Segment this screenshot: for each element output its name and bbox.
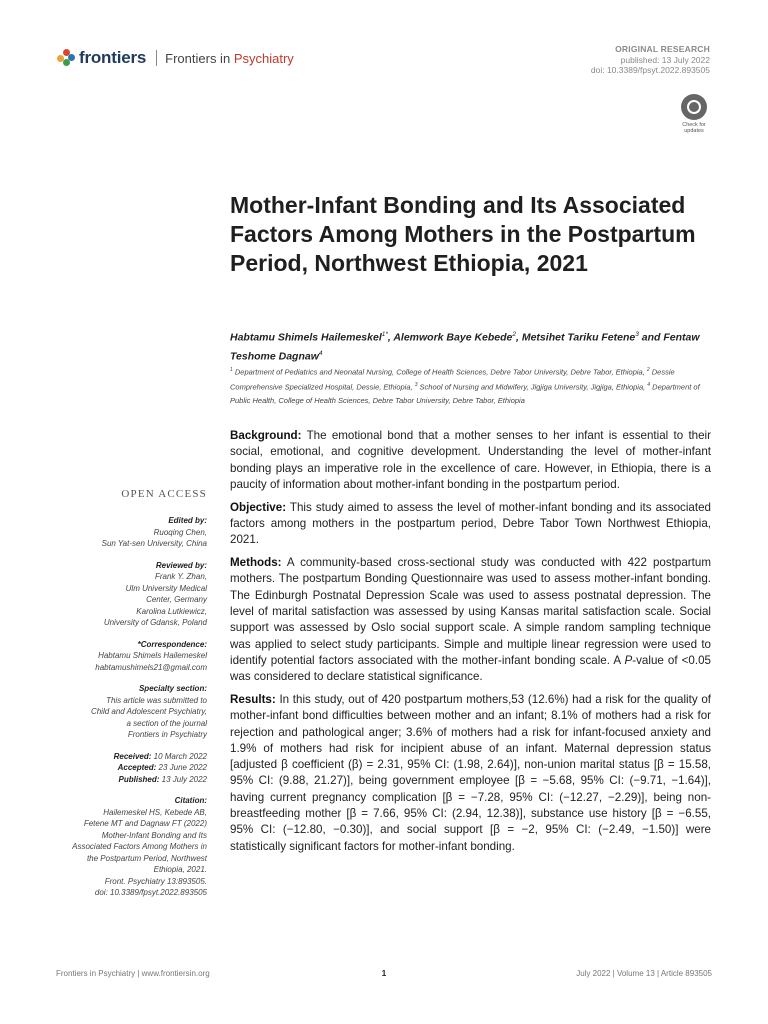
abstract-methods: Methods: A community-based cross-sectional study was conducted with 422 postpartum mothers. The postpartum Bonding Questionnaire was used to assess mother-infant bonding. The Edinburgh Postnatal Depression Scale was used to assess postnatal depression. The level of marital satisfaction was assessed by using Kansas marital satisfaction scale. Social support was assessed by Oslo social support scale. A simple random sampling technique was applied to select study participants. Simple and multiple linear regression were used to identify potential factors associated with the mother-infant bonding scale. A P-value of <0.05 was considered to declare statistical significance. — [230, 556, 711, 684]
check-updates-icon — [681, 94, 707, 120]
author-name[interactable]: , Alemwork Baye Kebede — [387, 331, 513, 344]
brand-name: frontiers — [79, 48, 147, 67]
article-meta — [591, 44, 710, 76]
correspondence-email[interactable]: habtamushimels21@gmail.com — [95, 662, 207, 672]
published-date: published: 13 July 2022 — [620, 54, 710, 65]
check-for-updates-badge[interactable] — [676, 94, 712, 134]
journal-name: Frontiers in Psychiatry — [165, 50, 294, 66]
citation: Citation: Hailemeskel HS, Kebede AB, Fetene MT and Dagnaw FT (2022) Mother-Infant Bonding and Its Associated Factors Among Mothers in the Postpartum Period, Northwest Ethiopia, 2021. Front. Psychiatry 13:893505. doi: 10.3389/fpsyt.2022.893505 — [56, 795, 207, 899]
page-number: 1 — [381, 969, 387, 978]
article-doi[interactable]: doi: 10.3389/fpsyt.2022.893505 — [590, 65, 710, 75]
article-title: Mother-Infant Bonding and Its Associated Factors Among Mothers in the Postpartum Period, Northwest Ethiopia, 2021 — [230, 192, 696, 276]
article-type: ORIGINAL RESEARCH — [615, 44, 710, 54]
edited-by: Edited by: Ruoqing Chen, Sun Yat-sen University, China — [101, 516, 207, 548]
author-name[interactable]: and Fentaw Teshome Dagnaw — [230, 331, 700, 362]
footer-journal-link[interactable]: Frontiers in Psychiatry | www.frontiersin.org — [56, 969, 210, 978]
abstract-objective: Objective: This study aimed to assess the level of mother-infant bonding and its associated factors among mothers in the postpartum period, Debre Tabor Town Northwest Ethiopia, 2021. — [230, 500, 711, 547]
reviewed-by: Reviewed by: Frank Y. Zhan, Ulm University Medical Center, Germany Karolina Lutkiewicz, University of Gdansk, Poland — [103, 560, 207, 627]
abstract — [230, 428, 711, 861]
footer-issue-info: July 2022 | Volume 13 | Article 893505 — [576, 969, 712, 978]
journal-logo[interactable] — [57, 46, 294, 70]
correspondence: *Correspondence: Habtamu Shimels Hailemeskel habtamushimels21@gmail.com — [56, 639, 207, 674]
article-dates: Received: 10 March 2022 Accepted: 23 June 2022 Published: 13 July 2022 — [113, 751, 207, 784]
divider — [156, 50, 157, 66]
frontiers-logo-icon — [57, 49, 75, 67]
author-name[interactable]: , Metsihet Tariku Fetene — [516, 331, 636, 344]
article-sidebar — [56, 488, 207, 909]
open-access-label[interactable]: OPEN ACCESS — [121, 488, 207, 500]
affiliations: $^1$ Department of Pediatrics and Neonatal Nursing, College of Health Sciences, Debre Tabor University, Debre Tabor, Ethiopia, $^2$ Dessie Comprehensive Specialized Hospital, Dessie, Ethiopia, $^3$ School of Nursing and Midwifery, Jigjiga University, Jigjiga, Ethiopia, $^4$ Department of Public Health, College of Health Sciences, Debre Tabor University, Debre Tabor, Ethiopia — [230, 367, 700, 405]
author-name[interactable]: Habtamu Shimels Hailemeskel — [230, 331, 382, 344]
abstract-results: Results: In this study, out of 420 postpartum mothers,53 (12.6%) had a risk for the quality of mother-infant bond difficulties between mother and an infant; 8.1% of mothers had a risk for rejection and pathological anger; 3.6% of mothers had a risk for infant-focused anxiety and 1.9% of mothers had risk for incipient abuse of an infant. Maternal depression status [adjusted β coefficient (β) = 2.31, 95% CI: (1.98, 2.64)], non-union marital status [β = 15.58, 95% CI: (9.88, 21.27)], being government employee [β = −5.68, 95% CI: (−9.71, −1.64)], having current pregnancy complication [β = −7.28, 95% CI: (−12.27, −2.29)], being non-breastfeeding mother [β = 7.66, 95% CI: (2.94, 12.38)], substance use history [β = −6.55, 95% CI: (−12.80, −0.30)], and social support [β = −2, 95% CI: (−2.49, −1.50)] were statistically significant factors for mother-infant bonding. — [230, 692, 711, 853]
author-list: Habtamu Shimels Hailemeskel$^{1*}$, Alemwork Baye Kebede$^2$, Metsihet Tariku Fetene$^3$ and Fentaw Teshome Dagnaw$^4$ — [230, 331, 700, 362]
specialty-section: Specialty section: This article was submitted to Child and Adolescent Psychiatry, a section of the journal Frontiers in Psychiatry — [90, 684, 207, 739]
citation-doi[interactable]: doi: 10.3389/fpsyt.2022.893505 — [94, 888, 207, 897]
abstract-background: Background: The emotional bond that a mother senses to her infant is essential to their social, emotional, and cognitive development. Understanding the level of mother-infant bonding plays an imperative role in the excellence of care. However, in Ethiopia, there is a paucity of information about mother-infant bonding in the postpartum period. — [230, 429, 711, 491]
check-updates-label: Check for updates — [682, 122, 706, 134]
